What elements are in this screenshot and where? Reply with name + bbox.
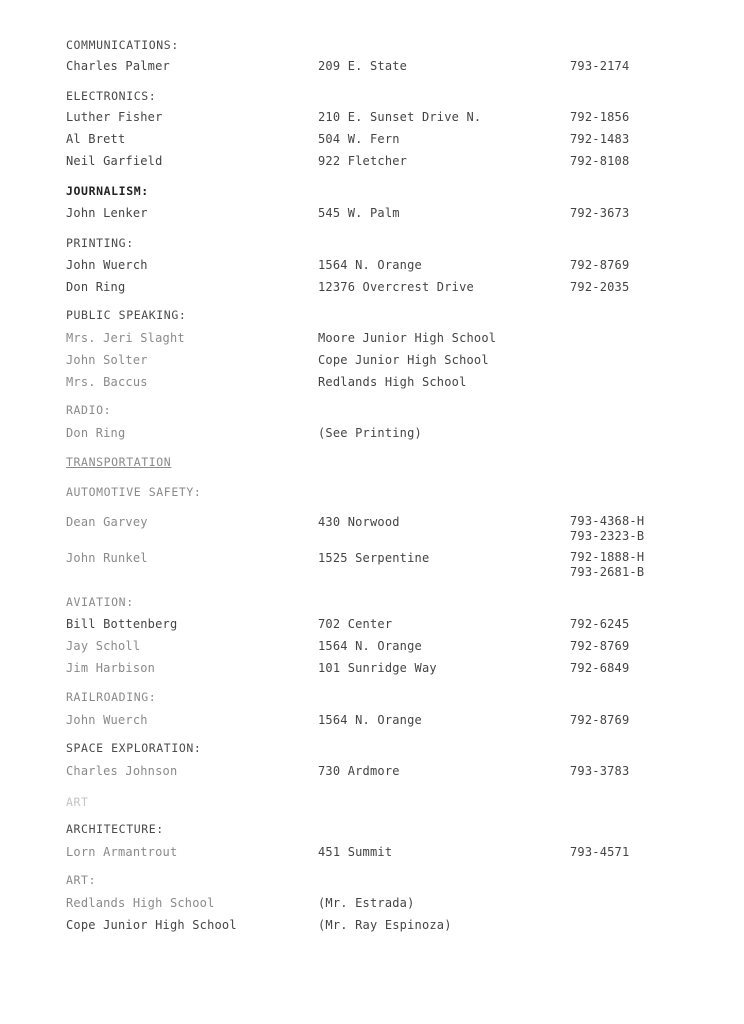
contact-phone: 793-4571 bbox=[570, 845, 630, 859]
contact-name: John Lenker bbox=[66, 206, 148, 220]
contact-name: Charles Johnson bbox=[66, 764, 178, 778]
section-heading: COMMUNICATIONS: bbox=[66, 38, 179, 52]
contact-name: Mrs. Jeri Slaght bbox=[66, 331, 185, 345]
contact-phone: 793-2174 bbox=[570, 59, 630, 73]
contact-name: Charles Palmer bbox=[66, 59, 170, 73]
contact-name: Mrs. Baccus bbox=[66, 375, 148, 389]
section-heading: PUBLIC SPEAKING: bbox=[66, 308, 187, 322]
contact-phone: 792-6849 bbox=[570, 661, 630, 675]
contact-address: 430 Norwood bbox=[318, 515, 400, 529]
table-row bbox=[0, 660, 744, 676]
table-row bbox=[0, 58, 744, 74]
contact-address: 504 W. Fern bbox=[318, 132, 400, 146]
contact-name: Redlands High School bbox=[66, 896, 215, 910]
contact-name: John Wuerch bbox=[66, 258, 148, 272]
table-row bbox=[0, 374, 744, 390]
table-row bbox=[0, 638, 744, 654]
section-heading: JOURNALISM: bbox=[66, 184, 149, 198]
contact-address: 1564 N. Orange bbox=[318, 639, 422, 653]
contact-name: Don Ring bbox=[66, 426, 126, 440]
contact-address: 1564 N. Orange bbox=[318, 258, 422, 272]
table-row bbox=[0, 131, 744, 147]
contact-address: Moore Junior High School bbox=[318, 331, 497, 345]
contact-address: 209 E. State bbox=[318, 59, 408, 73]
contact-address: 12376 Overcrest Drive bbox=[318, 280, 474, 294]
contact-name: Luther Fisher bbox=[66, 110, 163, 124]
contact-name: Cope Junior High School bbox=[66, 918, 237, 932]
contact-address: 730 Ardmore bbox=[318, 764, 400, 778]
contact-phone: 792-1856 bbox=[570, 110, 630, 124]
table-row bbox=[0, 616, 744, 632]
section-heading: SPACE EXPLORATION: bbox=[66, 741, 202, 755]
contact-phone: 792-3673 bbox=[570, 206, 630, 220]
contact-name: Neil Garfield bbox=[66, 154, 163, 168]
contact-phone: 792-8769 bbox=[570, 639, 630, 653]
table-row bbox=[0, 257, 744, 273]
table-row bbox=[0, 153, 744, 169]
section-heading: ART: bbox=[66, 873, 97, 887]
section-heading: RAILROADING: bbox=[66, 690, 157, 704]
contact-name: Bill Bottenberg bbox=[66, 617, 178, 631]
contact-address: (Mr. Estrada) bbox=[318, 896, 415, 910]
contact-phone-business: 793-2323-B bbox=[570, 529, 645, 543]
contact-address: Cope Junior High School bbox=[318, 353, 489, 367]
category-heading: TRANSPORTATION bbox=[66, 455, 172, 469]
table-row bbox=[0, 514, 744, 546]
contact-phone: 792-2035 bbox=[570, 280, 630, 294]
table-row bbox=[0, 844, 744, 860]
section-heading: PRINTING: bbox=[66, 236, 134, 250]
table-row bbox=[0, 352, 744, 368]
section-heading: AVIATION: bbox=[66, 595, 134, 609]
table-row bbox=[0, 712, 744, 728]
table-row bbox=[0, 763, 744, 779]
contact-name: Jay Scholl bbox=[66, 639, 141, 653]
contact-address: 101 Sunridge Way bbox=[318, 661, 437, 675]
table-row bbox=[0, 917, 744, 933]
contact-name: John Wuerch bbox=[66, 713, 148, 727]
contact-address: 210 E. Sunset Drive N. bbox=[318, 110, 482, 124]
table-row bbox=[0, 550, 744, 582]
section-heading: RADIO: bbox=[66, 403, 112, 417]
table-row bbox=[0, 425, 744, 441]
contact-name: Dean Garvey bbox=[66, 515, 148, 529]
table-row bbox=[0, 330, 744, 346]
section-heading: ELECTRONICS: bbox=[66, 89, 157, 103]
contact-phone-home: 792-1888-H bbox=[570, 550, 645, 564]
contact-address: (Mr. Ray Espinoza) bbox=[318, 918, 452, 932]
contact-address: 702 Center bbox=[318, 617, 393, 631]
contact-name: Al Brett bbox=[66, 132, 126, 146]
contact-address: 922 Fletcher bbox=[318, 154, 408, 168]
section-heading: ARCHITECTURE: bbox=[66, 822, 164, 836]
contact-phone: 792-8769 bbox=[570, 713, 630, 727]
contact-phone: 792-1483 bbox=[570, 132, 630, 146]
contact-address: (See Printing) bbox=[318, 426, 422, 440]
contact-address: 1525 Serpentine bbox=[318, 551, 430, 565]
contact-address: 545 W. Palm bbox=[318, 206, 400, 220]
contact-phone-business: 793-2681-B bbox=[570, 565, 645, 579]
contact-phone-home: 793-4368-H bbox=[570, 514, 645, 528]
table-row bbox=[0, 895, 744, 911]
table-row bbox=[0, 279, 744, 295]
contact-phone: 792-6245 bbox=[570, 617, 630, 631]
category-heading: ART bbox=[66, 795, 89, 809]
table-row bbox=[0, 205, 744, 221]
contact-phone: 792-8769 bbox=[570, 258, 630, 272]
contact-name: Lorn Armantrout bbox=[66, 845, 178, 859]
contact-name: John Runkel bbox=[66, 551, 148, 565]
contact-address: Redlands High School bbox=[318, 375, 467, 389]
contact-name: John Solter bbox=[66, 353, 148, 367]
section-heading: AUTOMOTIVE SAFETY: bbox=[66, 485, 202, 499]
contact-address: 451 Summit bbox=[318, 845, 393, 859]
contact-name: Don Ring bbox=[66, 280, 126, 294]
table-row bbox=[0, 109, 744, 125]
contact-phone: 793-3783 bbox=[570, 764, 630, 778]
contact-name: Jim Harbison bbox=[66, 661, 156, 675]
contact-address: 1564 N. Orange bbox=[318, 713, 422, 727]
contact-phone: 792-8108 bbox=[570, 154, 630, 168]
